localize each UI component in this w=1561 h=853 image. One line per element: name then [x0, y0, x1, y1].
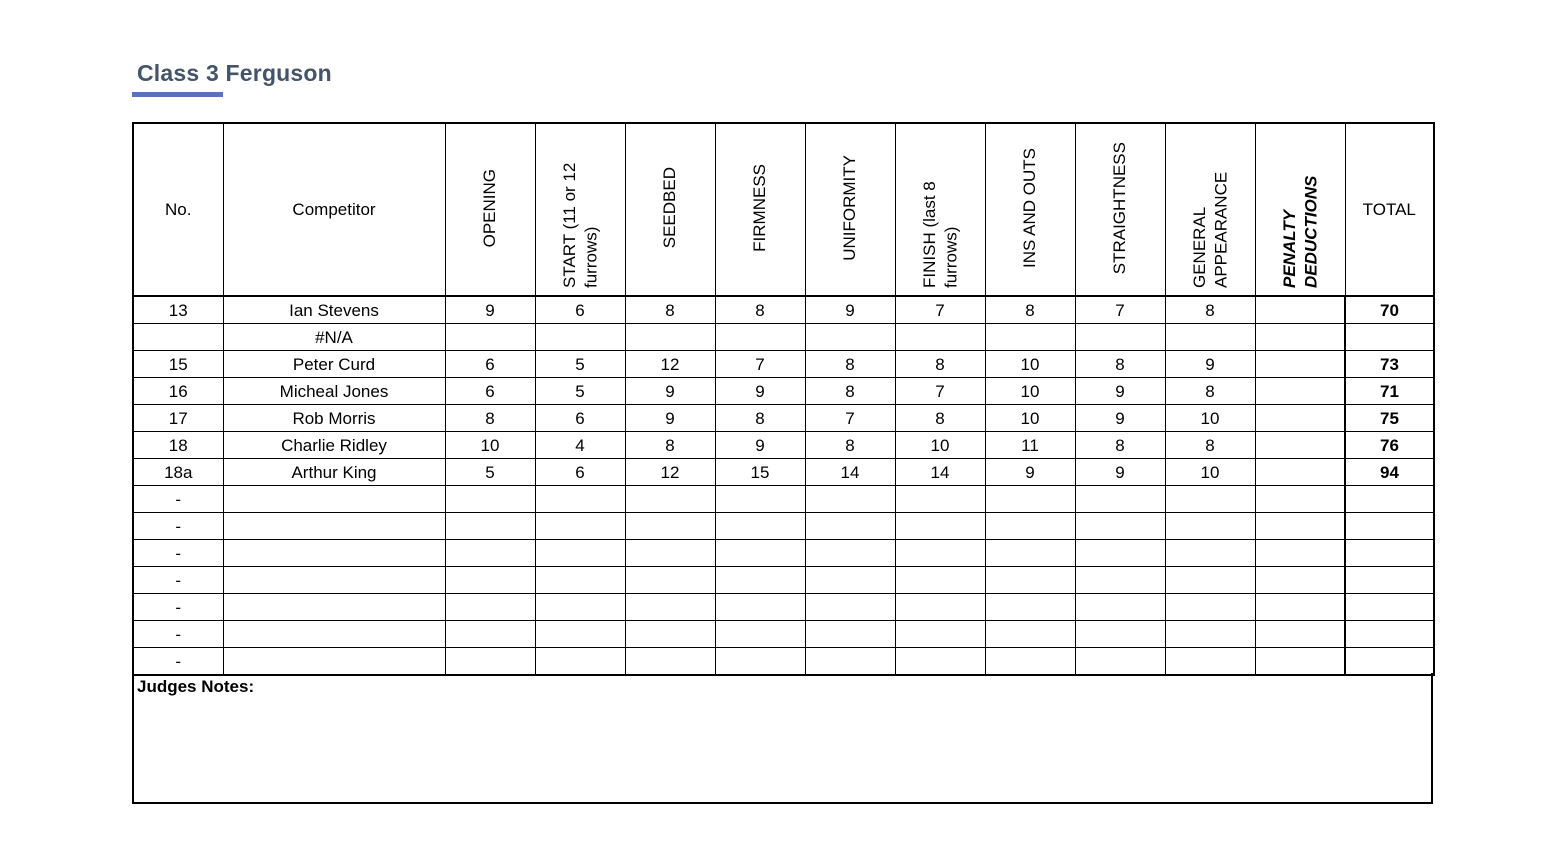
score-cell [1255, 351, 1345, 378]
score-cell [805, 567, 895, 594]
header-firmness [715, 123, 805, 296]
score-cell [805, 513, 895, 540]
score-cell [805, 540, 895, 567]
score-cell [1075, 621, 1165, 648]
header-competitor: Competitor [223, 123, 445, 296]
score-cell: 8 [1165, 432, 1255, 459]
score-cell: 10 [985, 405, 1075, 432]
competitor-name [223, 513, 445, 540]
table-row [133, 513, 1434, 540]
header-general-appearance [1165, 123, 1255, 296]
score-cell: 10 [445, 432, 535, 459]
score-cell [445, 486, 535, 513]
score-cell: 8 [805, 432, 895, 459]
header-start-label: START (11 or 12 furrows) [559, 162, 600, 288]
competitor-name: Peter Curd [223, 351, 445, 378]
header-start [535, 123, 625, 296]
score-cell: 8 [1165, 296, 1255, 324]
judges-notes-label: Judges Notes: [137, 677, 255, 696]
score-cell [445, 567, 535, 594]
header-ins-and-outs [985, 123, 1075, 296]
row-number: 15 [133, 351, 223, 378]
score-cell: 7 [895, 378, 985, 405]
score-cell [1165, 648, 1255, 676]
score-cell: 5 [445, 459, 535, 486]
header-opening [445, 123, 535, 296]
score-cell [1255, 540, 1345, 567]
score-cell: 5 [535, 351, 625, 378]
score-cell [1255, 621, 1345, 648]
score-cell: 9 [1075, 405, 1165, 432]
total-cell [1345, 540, 1434, 567]
score-cell [1165, 486, 1255, 513]
score-cell [625, 621, 715, 648]
score-cell: 6 [535, 459, 625, 486]
total-cell [1345, 324, 1434, 351]
score-cell: 14 [895, 459, 985, 486]
total-cell: 70 [1345, 296, 1434, 324]
score-cell [1255, 648, 1345, 676]
competitor-name [223, 594, 445, 621]
score-cell [985, 486, 1075, 513]
row-number: - [133, 648, 223, 676]
score-cell: 10 [1165, 405, 1255, 432]
row-number: 18 [133, 432, 223, 459]
header-opening-label: OPENING [480, 168, 500, 248]
score-cell [1255, 567, 1345, 594]
score-cell [715, 648, 805, 676]
row-number: 18a [133, 459, 223, 486]
score-cell: 9 [715, 432, 805, 459]
score-cell [985, 648, 1075, 676]
total-cell [1345, 594, 1434, 621]
score-cell [1075, 324, 1165, 351]
score-cell [1255, 486, 1345, 513]
score-cell: 6 [445, 378, 535, 405]
score-cell [1075, 513, 1165, 540]
competitor-name: Arthur King [223, 459, 445, 486]
score-cell [805, 648, 895, 676]
row-number: - [133, 513, 223, 540]
table-row [133, 486, 1434, 513]
score-cell [1165, 567, 1255, 594]
score-cell: 6 [535, 405, 625, 432]
competitor-name: Rob Morris [223, 405, 445, 432]
score-cell [1255, 594, 1345, 621]
score-cell: 11 [985, 432, 1075, 459]
score-cell [625, 540, 715, 567]
score-cell: 10 [1165, 459, 1255, 486]
table-row [133, 594, 1434, 621]
score-cell: 8 [715, 296, 805, 324]
title-underline [132, 92, 223, 97]
score-cell [535, 540, 625, 567]
score-cell [1255, 324, 1345, 351]
score-cell [1075, 567, 1165, 594]
score-cell: 10 [895, 432, 985, 459]
score-cell [535, 567, 625, 594]
score-cell [625, 567, 715, 594]
judges-notes-box[interactable] [132, 673, 1433, 804]
competitor-name: Micheal Jones [223, 378, 445, 405]
score-cell [715, 513, 805, 540]
header-seedbed-label: SEEDBED [660, 167, 680, 249]
score-rows [133, 296, 1434, 675]
row-number: - [133, 567, 223, 594]
table-row [133, 567, 1434, 594]
score-cell [895, 486, 985, 513]
score-cell [625, 486, 715, 513]
score-cell: 4 [535, 432, 625, 459]
score-cell: 8 [1075, 432, 1165, 459]
score-cell: 6 [445, 351, 535, 378]
score-cell [1165, 540, 1255, 567]
competitor-name [223, 648, 445, 676]
score-cell: 5 [535, 378, 625, 405]
score-cell [535, 594, 625, 621]
total-cell: 76 [1345, 432, 1434, 459]
header-general-appearance-label: GENERAL APPEARANCE [1189, 171, 1230, 288]
page-title: Class 3 Ferguson [137, 60, 332, 86]
score-cell [625, 324, 715, 351]
score-cell [535, 513, 625, 540]
score-cell [895, 513, 985, 540]
header-no: No. [133, 123, 223, 296]
score-cell [1075, 540, 1165, 567]
score-cell [1255, 432, 1345, 459]
score-cell [985, 621, 1075, 648]
score-cell: 8 [625, 432, 715, 459]
competitor-name: Charlie Ridley [223, 432, 445, 459]
competitor-name [223, 621, 445, 648]
score-cell [535, 648, 625, 676]
row-number: - [133, 540, 223, 567]
score-cell: 9 [625, 378, 715, 405]
total-cell [1345, 567, 1434, 594]
score-cell: 8 [895, 405, 985, 432]
total-cell [1345, 621, 1434, 648]
header-ins-and-outs-label: INS AND OUTS [1020, 148, 1040, 268]
score-cell [1255, 405, 1345, 432]
table-row [133, 648, 1434, 676]
score-cell: 9 [1075, 378, 1165, 405]
header-uniformity-label: UNIFORMITY [840, 155, 860, 261]
score-cell: 15 [715, 459, 805, 486]
row-number [133, 324, 223, 351]
table-row [133, 621, 1434, 648]
header-total: TOTAL [1345, 123, 1434, 296]
score-cell [895, 621, 985, 648]
table-row [133, 405, 1434, 432]
score-cell [895, 540, 985, 567]
score-cell [1165, 324, 1255, 351]
score-cell [805, 621, 895, 648]
score-cell: 8 [1165, 378, 1255, 405]
total-cell: 71 [1345, 378, 1434, 405]
score-cell [445, 540, 535, 567]
header-firmness-label: FIRMNESS [750, 164, 770, 252]
score-cell [445, 648, 535, 676]
header-straightness-label: STRAIGHTNESS [1110, 141, 1130, 275]
score-cell: 8 [805, 351, 895, 378]
header-penalty-deductions-label: PENALTY DEDUCTIONS [1279, 175, 1320, 288]
score-cell: 9 [985, 459, 1075, 486]
header-seedbed [625, 123, 715, 296]
header-finish [895, 123, 985, 296]
table-row [133, 351, 1434, 378]
competitor-name [223, 567, 445, 594]
score-cell [1255, 296, 1345, 324]
score-cell [535, 486, 625, 513]
score-cell [445, 594, 535, 621]
score-cell [715, 567, 805, 594]
score-cell: 12 [625, 459, 715, 486]
score-cell: 10 [985, 351, 1075, 378]
score-cell [445, 621, 535, 648]
score-cell [895, 324, 985, 351]
table-row [133, 378, 1434, 405]
header-straightness [1075, 123, 1165, 296]
score-cell [715, 621, 805, 648]
score-cell: 7 [715, 351, 805, 378]
table-row [133, 296, 1434, 324]
score-cell [445, 324, 535, 351]
score-cell [625, 513, 715, 540]
score-cell [1165, 594, 1255, 621]
score-table [132, 122, 1435, 676]
score-cell: 9 [805, 296, 895, 324]
score-cell [805, 594, 895, 621]
score-cell [1255, 513, 1345, 540]
competitor-name: Ian Stevens [223, 296, 445, 324]
score-cell [715, 324, 805, 351]
score-cell: 9 [715, 378, 805, 405]
score-cell [985, 324, 1075, 351]
score-cell [1165, 621, 1255, 648]
table-row [133, 540, 1434, 567]
score-cell: 9 [445, 296, 535, 324]
score-cell: 8 [715, 405, 805, 432]
header-penalty-deductions [1255, 123, 1345, 296]
score-cell: 7 [895, 296, 985, 324]
score-cell [535, 621, 625, 648]
score-cell [895, 648, 985, 676]
score-cell [535, 324, 625, 351]
score-cell [1255, 459, 1345, 486]
score-cell: 9 [625, 405, 715, 432]
row-number: 17 [133, 405, 223, 432]
score-cell [985, 567, 1075, 594]
total-cell [1345, 648, 1434, 676]
total-cell: 73 [1345, 351, 1434, 378]
score-cell [1165, 513, 1255, 540]
score-cell: 9 [1165, 351, 1255, 378]
competitor-name: #N/A [223, 324, 445, 351]
score-cell: 8 [985, 296, 1075, 324]
header-row [133, 123, 1434, 296]
score-cell [715, 486, 805, 513]
total-cell [1345, 486, 1434, 513]
score-cell: 9 [1075, 459, 1165, 486]
score-cell: 6 [535, 296, 625, 324]
total-cell: 75 [1345, 405, 1434, 432]
score-cell [445, 513, 535, 540]
score-cell [895, 594, 985, 621]
table-row [133, 459, 1434, 486]
score-cell [985, 540, 1075, 567]
score-cell [715, 540, 805, 567]
row-number: - [133, 594, 223, 621]
score-cell [1075, 594, 1165, 621]
score-cell [1075, 648, 1165, 676]
score-cell: 8 [625, 296, 715, 324]
score-cell: 7 [1075, 296, 1165, 324]
score-cell [805, 486, 895, 513]
row-number: 16 [133, 378, 223, 405]
score-cell: 8 [895, 351, 985, 378]
table-row [133, 432, 1434, 459]
header-finish-label: FINISH (last 8 furrows) [919, 181, 960, 288]
table-row [133, 324, 1434, 351]
competitor-name [223, 486, 445, 513]
score-cell [1255, 378, 1345, 405]
score-cell: 8 [1075, 351, 1165, 378]
score-cell [805, 324, 895, 351]
score-cell [985, 594, 1075, 621]
score-cell [625, 648, 715, 676]
score-cell [625, 594, 715, 621]
score-cell: 12 [625, 351, 715, 378]
header-uniformity [805, 123, 895, 296]
score-cell [985, 513, 1075, 540]
score-cell: 7 [805, 405, 895, 432]
total-cell [1345, 513, 1434, 540]
score-cell: 8 [445, 405, 535, 432]
score-cell [1075, 486, 1165, 513]
total-cell: 94 [1345, 459, 1434, 486]
score-cell: 10 [985, 378, 1075, 405]
competitor-name [223, 540, 445, 567]
row-number: 13 [133, 296, 223, 324]
score-cell: 8 [805, 378, 895, 405]
score-cell [895, 567, 985, 594]
score-cell [715, 594, 805, 621]
score-cell: 14 [805, 459, 895, 486]
row-number: - [133, 486, 223, 513]
row-number: - [133, 621, 223, 648]
